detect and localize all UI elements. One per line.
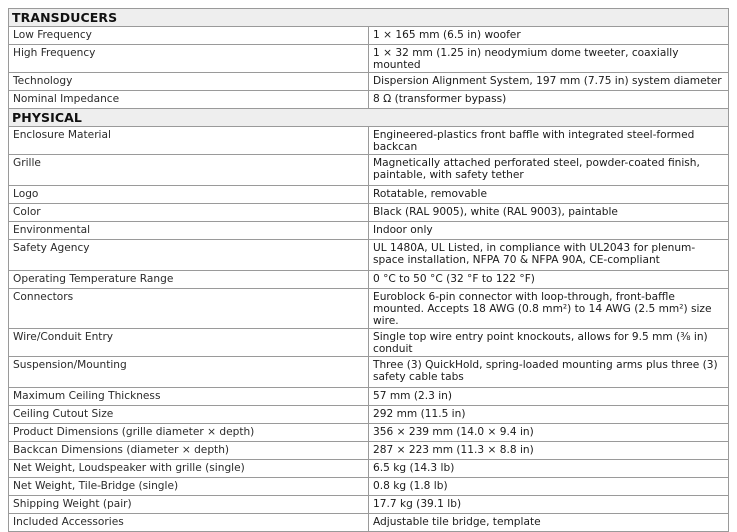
spec-value: 6.5 kg (14.3 lb) [369, 460, 729, 478]
spec-row-technology [9, 73, 729, 91]
spec-value: 1 × 32 mm (1.25 in) neodymium dome tweeter, coaxially mounted [369, 45, 729, 73]
spec-label: Grille [9, 155, 369, 186]
spec-row-connectors [9, 289, 729, 329]
spec-value: Rotatable, removable [369, 186, 729, 204]
spec-value: Three (3) QuickHold, spring-loaded mounting arms plus three (3) safety cable tabs [369, 357, 729, 388]
section-title: TRANSDUCERS [9, 9, 729, 27]
spec-row-operating-temperature [9, 271, 729, 289]
spec-label: Net Weight, Loudspeaker with grille (single) [9, 460, 369, 478]
spec-label: Product Dimensions (grille diameter × depth) [9, 424, 369, 442]
spec-row-wire-conduit-entry [9, 329, 729, 357]
spec-value: 356 × 239 mm (14.0 × 9.4 in) [369, 424, 729, 442]
spec-label: Technology [9, 73, 369, 91]
spec-label: Backcan Dimensions (diameter × depth) [9, 442, 369, 460]
spec-row-shipping-weight [9, 496, 729, 514]
spec-row-ceiling-cutout-size [9, 406, 729, 424]
spec-label: Net Weight, Tile-Bridge (single) [9, 478, 369, 496]
spec-value: Dispersion Alignment System, 197 mm (7.75 in) system diameter [369, 73, 729, 91]
spec-value: Euroblock 6-pin connector with loop-through, front-baffle mounted. Accepts 18 AWG (0.8 mm²) to 14 AWG (2.5 mm²) size wire. [369, 289, 729, 329]
spec-row-suspension-mounting [9, 357, 729, 388]
spec-value: 0 °C to 50 °C (32 °F to 122 °F) [369, 271, 729, 289]
spec-value: Engineered-plastics front baffle with integrated steel-formed backcan [369, 127, 729, 155]
spec-row-high-frequency [9, 45, 729, 73]
spec-row-logo [9, 186, 729, 204]
section-header-transducers [9, 9, 729, 27]
spec-value: 17.7 kg (39.1 lb) [369, 496, 729, 514]
spec-value: Adjustable tile bridge, template [369, 514, 729, 532]
section-title: PHYSICAL [9, 109, 729, 127]
spec-row-product-dimensions [9, 424, 729, 442]
spec-label: Enclosure Material [9, 127, 369, 155]
spec-label: High Frequency [9, 45, 369, 73]
spec-label: Nominal Impedance [9, 91, 369, 109]
spec-label: Ceiling Cutout Size [9, 406, 369, 424]
spec-value: UL 1480A, UL Listed, in compliance with UL2043 for plenum-space installation, NFPA 70 & NFPA 90A, CE-compliant [369, 240, 729, 271]
spec-label: Low Frequency [9, 27, 369, 45]
spec-row-enclosure-material [9, 127, 729, 155]
spec-value: Single top wire entry point knockouts, allows for 9.5 mm (⅜ in) conduit [369, 329, 729, 357]
spec-label: Environmental [9, 222, 369, 240]
spec-label: Color [9, 204, 369, 222]
section-header-physical [9, 109, 729, 127]
spec-value: 287 × 223 mm (11.3 × 8.8 in) [369, 442, 729, 460]
spec-row-safety-agency [9, 240, 729, 271]
spec-value: 1 × 165 mm (6.5 in) woofer [369, 27, 729, 45]
spec-value: 0.8 kg (1.8 lb) [369, 478, 729, 496]
spec-label: Included Accessories [9, 514, 369, 532]
spec-value: 292 mm (11.5 in) [369, 406, 729, 424]
spec-label: Suspension/Mounting [9, 357, 369, 388]
spec-row-low-frequency [9, 27, 729, 45]
spec-label: Shipping Weight (pair) [9, 496, 369, 514]
spec-row-max-ceiling-thickness [9, 388, 729, 406]
spec-row-net-weight-loudspeaker [9, 460, 729, 478]
spec-row-grille [9, 155, 729, 186]
spec-row-nominal-impedance [9, 91, 729, 109]
spec-label: Operating Temperature Range [9, 271, 369, 289]
spec-row-net-weight-tile-bridge [9, 478, 729, 496]
spec-value: 57 mm (2.3 in) [369, 388, 729, 406]
spec-label: Maximum Ceiling Thickness [9, 388, 369, 406]
spec-table [8, 8, 729, 532]
spec-row-color [9, 204, 729, 222]
spec-value: Magnetically attached perforated steel, powder-coated finish, paintable, with safety tether [369, 155, 729, 186]
spec-row-included-accessories [9, 514, 729, 532]
spec-row-environmental [9, 222, 729, 240]
spec-label: Connectors [9, 289, 369, 329]
spec-value: 8 Ω (transformer bypass) [369, 91, 729, 109]
spec-label: Wire/Conduit Entry [9, 329, 369, 357]
spec-value: Indoor only [369, 222, 729, 240]
spec-label: Logo [9, 186, 369, 204]
spec-label: Safety Agency [9, 240, 369, 271]
spec-row-backcan-dimensions [9, 442, 729, 460]
spec-value: Black (RAL 9005), white (RAL 9003), paintable [369, 204, 729, 222]
